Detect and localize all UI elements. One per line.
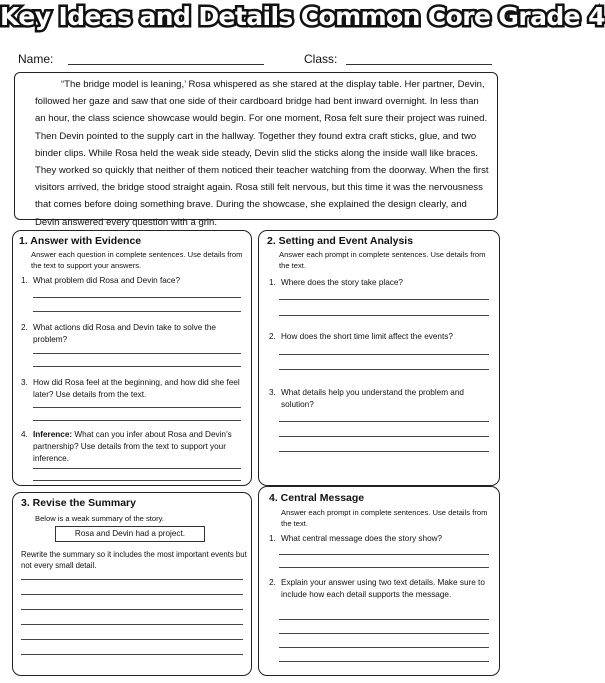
section2-question-2 [269, 331, 495, 343]
question-number: 2. [269, 332, 276, 341]
section1-title: 1. Answer with Evidence [19, 235, 142, 247]
answer-line[interactable] [279, 451, 489, 452]
answer-line[interactable] [279, 299, 489, 300]
passage-text: “The bridge model is leaning,’ Rosa whispered as she stared at the display table. Her partner, Devin, followed her gaze and saw that one side of their cardboard bridge had bent inward overnight. In less than an hour, the class science showcase would begin. For one moment, Rosa felt sure their project was ruined. Then Devin pointed to the supply cart in the hallway. Together they found extra craft sticks, glue, and two binder clips. While Rosa held the weak side steady, Devin slid the sticks along the inside wall like braces. They worked so quickly that neither of them noticed their teacher watching from the doorway. When the first visitors arrived, the bridge stood straight again. Rosa still felt nervous, but this time it was the nervousness that comes before doing something brave. During the showcase, she explained the design clearly, and Devin answered every question with a grin. [35, 79, 489, 228]
section1-question-2 [21, 322, 247, 346]
answer-line[interactable] [33, 311, 241, 312]
section-central-message [258, 486, 500, 676]
name-field[interactable] [68, 64, 264, 65]
answer-line[interactable] [279, 567, 489, 568]
section-revise-the-summary [12, 492, 252, 676]
question-text: What actions did Rosa and Devin take to solve the problem? [33, 323, 216, 344]
question-number: 2. [269, 578, 276, 587]
section1-instructions: Answer each question in complete sentences. Use details from the text to support your answers. [31, 250, 243, 270]
section3-instructions: Below is a weak summary of the story. [35, 514, 164, 523]
section1-question-1 [21, 275, 247, 287]
inference-label: Inference: [33, 430, 73, 439]
worksheet-title: Key Ideas and Details Common Core Grade 4 [0, 2, 605, 31]
section4-question-2 [269, 577, 495, 601]
question-text: What problem did Rosa and Devin face? [33, 276, 180, 285]
answer-line[interactable] [279, 354, 489, 355]
answer-line[interactable] [33, 468, 241, 469]
answer-line[interactable] [21, 654, 243, 655]
section4-instructions: Answer each prompt in complete sentences. Use details from the text. [281, 508, 488, 528]
answer-line[interactable] [279, 436, 489, 437]
answer-line[interactable] [279, 554, 489, 555]
section3-title: 3. Revise the Summary [21, 497, 136, 509]
section2-question-3 [269, 387, 495, 411]
answer-line[interactable] [21, 639, 243, 640]
section2-title: 2. Setting and Event Analysis [267, 235, 414, 247]
reading-passage [14, 72, 498, 228]
question-text: How does the short time limit affect the events? [281, 332, 453, 341]
question-text: What can you infer about Rosa and Devin’s partnership? Use details from the text to support your inference. [33, 430, 232, 463]
question-number: 4. [21, 430, 28, 439]
section2-question-1 [269, 277, 495, 289]
answer-line[interactable] [279, 619, 489, 620]
answer-line[interactable] [33, 480, 241, 481]
answer-line[interactable] [21, 624, 243, 625]
name-label: Name: [18, 52, 54, 66]
rewrite-instructions: Rewrite the summary so it includes the most important events but not every small detail. [21, 550, 247, 570]
answer-line[interactable] [33, 297, 241, 298]
question-number: 3. [269, 388, 276, 397]
section4-title: 4. Central Message [269, 492, 365, 504]
question-text: What central message does the story show? [281, 534, 443, 543]
question-number: 3. [21, 378, 28, 387]
answer-line[interactable] [279, 421, 489, 422]
answer-line[interactable] [279, 633, 489, 634]
class-label: Class: [304, 52, 338, 66]
answer-line[interactable] [33, 420, 241, 421]
weak-summary-box [55, 526, 205, 542]
answer-line[interactable] [279, 315, 489, 316]
question-number: 2. [21, 323, 28, 332]
section-answer-with-evidence [12, 230, 252, 486]
answer-line[interactable] [33, 407, 241, 408]
answer-line[interactable] [21, 594, 243, 595]
section4-question-1 [269, 533, 495, 545]
question-number: 1. [269, 278, 276, 287]
section2-instructions: Answer each prompt in complete sentences. Use details from the text. [279, 250, 486, 270]
weak-summary-text: Rosa and Devin had a project. [74, 529, 186, 538]
answer-line[interactable] [33, 366, 241, 367]
question-text: What details help you understand the problem and solution? [281, 388, 464, 409]
answer-line[interactable] [21, 579, 243, 580]
class-field[interactable] [346, 64, 492, 65]
section-setting-and-event-analysis [258, 230, 500, 486]
answer-line[interactable] [33, 353, 241, 354]
question-text: How did Rosa feel at the beginning, and how did she feel later? Use details from the text. [33, 378, 240, 399]
section1-question-4 [21, 429, 247, 465]
answer-line[interactable] [279, 661, 489, 662]
answer-line[interactable] [279, 369, 489, 370]
answer-line[interactable] [21, 609, 243, 610]
question-text: Where does the story take place? [281, 278, 403, 287]
question-text: Explain your answer using two text details. Make sure to include how each detail supports the message. [281, 578, 485, 599]
question-number: 1. [21, 276, 28, 285]
question-number: 1. [269, 534, 276, 543]
answer-line[interactable] [279, 647, 489, 648]
section1-question-3 [21, 377, 247, 401]
